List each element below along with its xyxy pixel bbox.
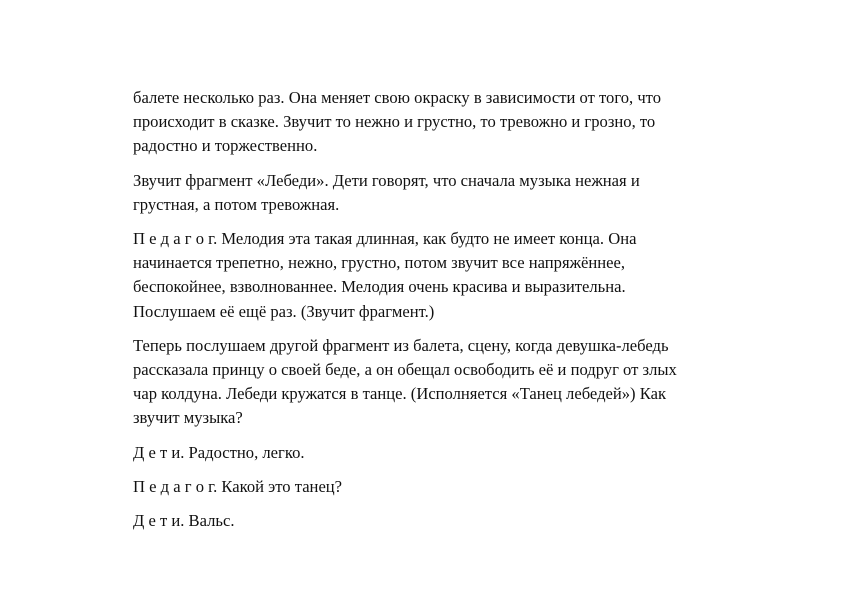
text-line: начинается трепетно, нежно, грустно, потом звучит все напряжённее, (133, 253, 626, 273)
text-line: чар колдуна. Лебеди кружатся в танце. (Исполняется «Танец лебедей») Как (133, 384, 667, 404)
text-line: Теперь послушаем другой фрагмент из балета, сцену, когда девушка-лебедь (133, 335, 669, 355)
paragraph-5 (133, 441, 753, 465)
text-line: рассказала принцу о своей беде, а он обещал освободить её и подруг от злых (133, 360, 677, 380)
paragraph-4 (133, 334, 753, 431)
text-line: Послушаем её ещё раз. (Звучит фрагмент.) (133, 301, 435, 321)
paragraph-3 (133, 227, 753, 324)
text-line: радостно и торжественно. (133, 136, 318, 156)
text-line: Д е т и. Вальс. (133, 511, 235, 531)
text-line: происходит в сказке. Звучит то нежно и грустно, то тревожно и грозно, то (133, 112, 656, 132)
text-line: П е д а г о г. Мелодия эта такая длинная, как будто не имеет конца. Она (133, 229, 637, 249)
text-line: Д е т и. Радостно, легко. (133, 442, 305, 462)
paragraph-1 (133, 86, 753, 159)
paragraph-6 (133, 475, 753, 499)
text-line: грустная, а потом тревожная. (133, 194, 340, 214)
paragraph-2 (133, 169, 753, 217)
document-text (133, 86, 753, 543)
text-line: беспокойнее, взволнованнее. Мелодия очень красива и выразительна. (133, 277, 626, 297)
text-line: П е д а г о г. Какой это танец? (133, 476, 343, 496)
text-line: Звучит фрагмент «Лебеди». Дети говорят, что сначала музыка нежная и (133, 170, 640, 190)
text-line: звучит музыка? (133, 408, 243, 428)
text-line: балете несколько раз. Она меняет свою окраску в зависимости от того, что (133, 88, 662, 107)
paragraph-7 (133, 509, 753, 533)
